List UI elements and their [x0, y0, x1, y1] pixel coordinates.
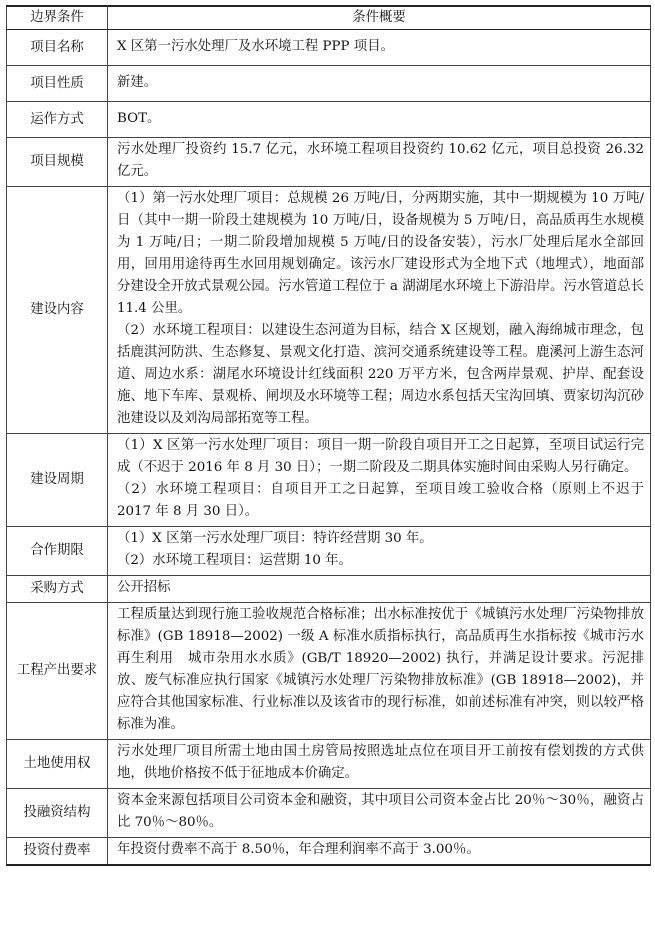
boundary-conditions-table	[6, 5, 651, 866]
table-row	[7, 138, 651, 187]
row-value-cell	[108, 789, 651, 838]
row-key-cell: 采购方式	[7, 576, 108, 603]
table-row	[7, 838, 651, 866]
row-key-cell: 项目性质	[7, 66, 108, 102]
table-row	[7, 789, 651, 838]
value-paragraph: 年投资付费率不高于 8.50％，年合理利润率不高于 3.00％。	[117, 842, 480, 857]
row-key-cell: 运作方式	[7, 102, 108, 138]
table-row	[7, 434, 651, 527]
value-paragraph: 污水处理厂投资约 15.7 亿元，水环境工程项目投资约 10.62 亿元，项目总投资 26.32 亿元。	[117, 142, 644, 179]
value-paragraph: （2）水环境工程项目：以建设生态河道为目标，结合 X 区规划，融入海绵城市理念，包括鹿淇河防洪、生态修复、景观文化打造、滨河交通系统建设等工程。鹿溪河上游生态河道、周边水系：湖尾水环境设计红线面积 220 万平方米，包含两岸景观、护岸、配套设施、地下车库、景观桥、闸坝及水环境等工程；周边水系包括天宝沟回填、贾家切沟沉砂池建设以及刘沟局部拓宽等工程。	[117, 323, 644, 426]
row-key-cell: 建设周期	[7, 434, 108, 527]
value-paragraph: BOT。	[117, 110, 161, 126]
row-key-cell: 建设内容	[7, 187, 108, 434]
row-value-cell	[108, 838, 651, 866]
row-key-cell: 投融资结构	[7, 789, 108, 838]
row-value-cell	[108, 138, 651, 187]
row-value-cell	[108, 740, 651, 789]
row-key-cell: 土地使用权	[7, 740, 108, 789]
value-paragraph: 公开招标	[117, 580, 171, 595]
table-body	[7, 30, 651, 866]
table-row	[7, 187, 651, 434]
table-row	[7, 102, 651, 138]
row-value-cell	[108, 30, 651, 66]
row-key-cell: 工程产出要求	[7, 603, 108, 740]
row-key-cell: 合作期限	[7, 527, 108, 576]
table-row	[7, 576, 651, 603]
table-row	[7, 66, 651, 102]
row-value-cell	[108, 66, 651, 102]
table-row	[7, 740, 651, 789]
row-key-cell: 项目名称	[7, 30, 108, 66]
header-key-cell: 边界条件	[7, 6, 108, 30]
table-row	[7, 603, 651, 740]
table-row	[7, 30, 651, 66]
row-value-cell	[108, 434, 651, 527]
row-key-cell: 项目规模	[7, 138, 108, 187]
row-value-cell	[108, 527, 651, 576]
value-paragraph: （1）第一污水处理厂项目：总规模 26 万吨/日，分两期实施，其中一期规模为 10 万吨/日（其中一期一阶段土建规模为 10 万吨/日，设备规模为 5 万吨/日，高品质再生水规模为 1 万吨/日；一期二阶段增加规模 5 万吨/日的设备安装），污水厂处理后尾水全部回用，回用用途待再生水回用规划确定。该污水厂建设形式为全地下式（地埋式），地面部分建设全开放式景观公园。污水管道工程位于 a 湖湖尾水环境上下游沿岸。污水管道总长 11.4 公里。	[117, 191, 644, 316]
value-paragraph: （1）X 区第一污水处理厂项目：项目一期一阶段自项目开工之日起算，至项目试运行完成（不迟于 2016 年 8 月 30 日）；一期二阶段及二期具体实施时间由采购人另行确定。	[117, 438, 644, 475]
row-key-cell: 投资付费率	[7, 838, 108, 866]
row-value-cell	[108, 102, 651, 138]
row-value-cell	[108, 576, 651, 603]
header-value-cell: 条件概要	[108, 6, 651, 30]
value-paragraph: 资本金来源包括项目公司资本金和融资，其中项目公司资本金占比 20％～30％，融资占比 70％～80％。	[117, 793, 644, 830]
value-paragraph: X 区第一污水处理厂及水环境工程 PPP 项目。	[117, 38, 394, 54]
value-paragraph: 新建。	[117, 74, 158, 90]
table-row	[7, 527, 651, 576]
row-value-cell	[108, 187, 651, 434]
value-paragraph: 污水处理厂项目所需土地由国土房管局按照选址点位在项目开工前按有偿划拨的方式供地，供地价格按不低于征地成本价确定。	[117, 744, 644, 781]
table-header-row	[7, 6, 651, 30]
value-paragraph: （2）水环境工程项目：自项目开工之日起算，至项目竣工验收合格（原则上不迟于 2017 年 8 月 30 日）。	[117, 482, 644, 519]
value-paragraph: （2）水环境工程项目：运营期 10 年。	[117, 553, 352, 568]
row-value-cell	[108, 603, 651, 740]
value-paragraph: （1）X 区第一污水处理厂项目：特许经营期 30 年。	[117, 531, 433, 546]
value-paragraph: 工程质量达到现行施工验收规范合格标准；出水标准按优于《城镇污水处理厂污染物排放标准》(GB 18918—2002) 一级 A 标准水质指标执行，高品质再生水指标按《城市污水再生利用 城市杂用水水质》(GB/T 18920—2002) 执行，并满足设计要求。污泥排放、废气标准应执行国家《城镇污水处理厂污染物排放标准》(GB 18918—2002)，并应符合其他国家标准、行业标准以及该省市的现行标准，如前述标准有冲突，则以较严格标准为准。	[117, 607, 644, 732]
